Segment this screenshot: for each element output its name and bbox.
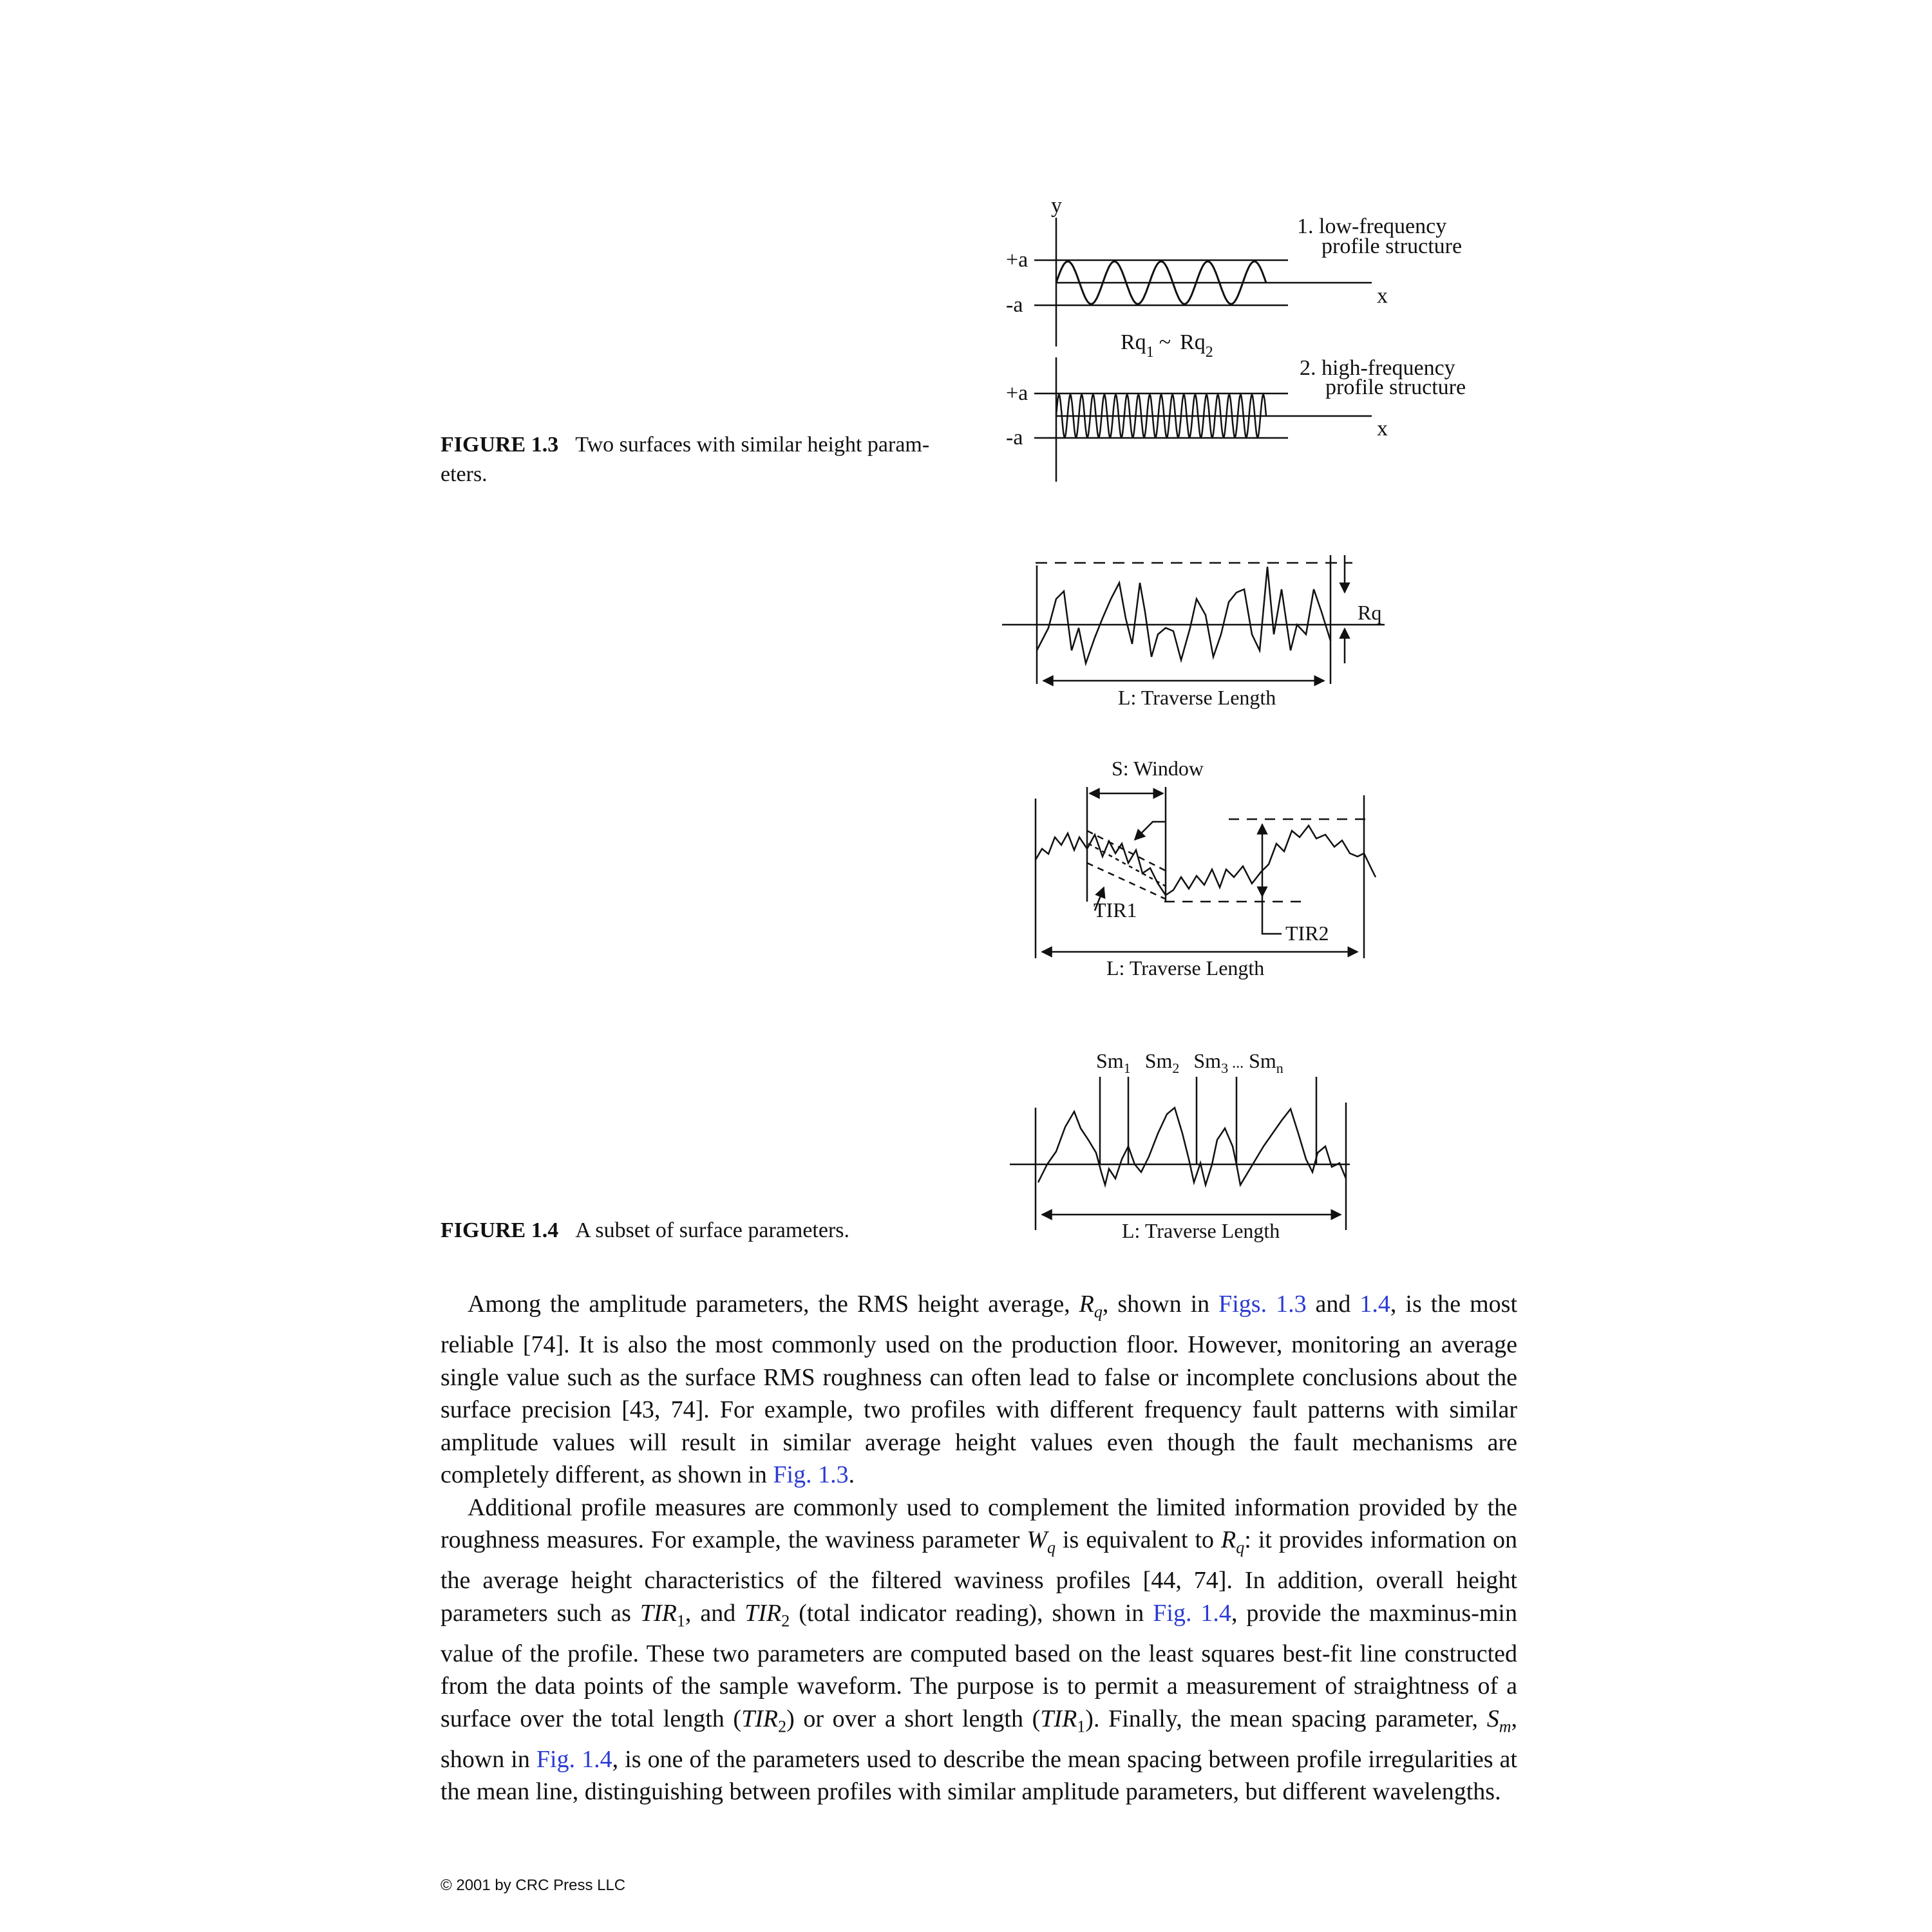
plus-a-label-1: +a — [1006, 248, 1028, 272]
figure-1-4-label: FIGURE 1.4 — [440, 1218, 559, 1242]
text-run: (total indicator reading), shown in — [790, 1599, 1153, 1627]
smn-sub: n — [1276, 1060, 1283, 1076]
text-run: ). Finally, the mean spacing parameter, — [1085, 1705, 1487, 1732]
rq-relation — [1121, 330, 1213, 361]
copyright-footer: © 2001 by CRC Press LLC — [440, 1877, 626, 1894]
tir2-label: TIR2 — [1285, 922, 1329, 945]
rq1-sub: 1 — [1146, 344, 1154, 361]
minus-a-label-1: -a — [1006, 293, 1023, 317]
text-run: , provide the maxminus-min value of the profile. These two parameters are computed based on the least squares best-fit line constructed from the data points of the sample waveform. The purpose is to permit a measurement of straightness of a surface over the total length ( — [440, 1599, 1517, 1732]
text-run: R — [1221, 1526, 1236, 1554]
text-run: is equivalent to — [1055, 1526, 1221, 1554]
subscript: 1 — [1077, 1717, 1086, 1736]
traverse-length-label-2: L: Traverse Length — [1106, 956, 1265, 980]
label-low-frequency-2: profile structure — [1321, 234, 1463, 258]
sm3-sub: 3 — [1221, 1060, 1229, 1076]
subscript: m — [1499, 1717, 1511, 1736]
smn-label: Sm — [1249, 1049, 1276, 1072]
body-text — [440, 1288, 1517, 1808]
label-high-frequency: 2. high-frequency — [1300, 356, 1455, 380]
sm3-label: Sm — [1193, 1049, 1222, 1072]
text-run: and — [1306, 1291, 1360, 1318]
rq2: Rq — [1180, 330, 1206, 354]
text-run: W — [1027, 1526, 1047, 1554]
text-run: , and — [685, 1599, 745, 1627]
text-run: : it provides information on the average height characteristics of the filtered waviness profiles [44, 74]. In addition, overall height parameters such as — [440, 1526, 1517, 1627]
text-run: TIR — [639, 1599, 677, 1627]
tir1-fit-upper — [1087, 831, 1166, 871]
figure-reference-link[interactable]: Fig. 1.4 — [1153, 1599, 1231, 1627]
sm-profile-curve — [1038, 1108, 1346, 1185]
subscript: 2 — [781, 1611, 790, 1631]
figure-1-3-label: FIGURE 1.3 — [440, 433, 559, 457]
text-run: , is one of the parameters used to describe the mean spacing between profile irregularities at the mean line, distinguishing between profiles with similar amplitude parameters, but different wavelengths. — [440, 1745, 1517, 1806]
figure-1-4-caption-text: A subset of surface parameters. — [575, 1218, 850, 1242]
paragraph-2 — [440, 1492, 1517, 1808]
subscript: q — [1094, 1302, 1103, 1321]
text-run: S — [1486, 1705, 1499, 1732]
subscript: 2 — [778, 1717, 787, 1736]
figure-reference-link[interactable]: Fig. 1.4 — [536, 1745, 612, 1773]
text-run: Among the amplitude parameters, the RMS height average, — [468, 1291, 1079, 1318]
text-run: . — [848, 1461, 855, 1489]
tir1-label: TIR1 — [1094, 898, 1137, 922]
sm2-label: Sm — [1144, 1049, 1173, 1072]
text-run: , shown in — [440, 1705, 1517, 1773]
traverse-length-label-3: L: Traverse Length — [1122, 1219, 1280, 1242]
figure-1-4-sm-panel — [1010, 1077, 1350, 1230]
y-axis-label: y — [1051, 194, 1062, 218]
figure-reference-link[interactable]: 1.4 — [1359, 1291, 1390, 1318]
label-low-frequency: 1. low-frequency — [1297, 214, 1447, 238]
x-axis-label-1: x — [1377, 284, 1388, 308]
rq-tilde: ~ — [1159, 330, 1171, 354]
subscript: q — [1236, 1538, 1245, 1557]
figure-1-3-caption — [440, 430, 969, 489]
sm2-sub: 2 — [1172, 1060, 1180, 1076]
text-run: Additional profile measures are commonly used to complement the limited information provided by the roughness measures. For example, the waviness parameter — [440, 1493, 1517, 1554]
rq-profile-curve — [1037, 567, 1331, 663]
rq2-sub: 2 — [1205, 344, 1213, 361]
text-run: ) or over a short length ( — [786, 1705, 1041, 1732]
rq-label: Rq — [1358, 601, 1382, 624]
paragraph-1 — [440, 1288, 1517, 1492]
text-run: , shown in — [1102, 1291, 1219, 1318]
subscript: 1 — [676, 1611, 685, 1631]
sm1-sub: 1 — [1123, 1060, 1131, 1076]
plus-a-label-2: +a — [1006, 381, 1028, 405]
tir1-upper-pointer — [1135, 822, 1166, 840]
figure-reference-link[interactable]: Fig. 1.3 — [773, 1461, 849, 1489]
figure-reference-link[interactable]: Figs. 1.3 — [1218, 1291, 1307, 1318]
minus-a-label-2: -a — [1006, 426, 1023, 450]
traverse-length-label-1: L: Traverse Length — [1118, 686, 1276, 709]
text-run: TIR — [741, 1705, 779, 1732]
text-run: TIR — [744, 1599, 782, 1627]
x-axis-label-2: x — [1377, 417, 1388, 440]
rq1: Rq — [1121, 330, 1146, 354]
tir1-fit-lower — [1087, 863, 1166, 899]
label-high-frequency-2: profile structure — [1325, 375, 1466, 399]
figure-1-4-caption — [440, 1216, 969, 1245]
figure-1-3-caption-text: Two surfaces with similar height param-eters. — [440, 433, 930, 486]
sm-labels — [1096, 1049, 1283, 1076]
sm-dots: ... — [1232, 1055, 1244, 1072]
text-run: , is the most reliable [74]. It is also the most commonly used on the production floor. However, monitoring an average single value such as the surface RMS roughness can often lead to false or incomplete conclusions about the surface precision [43, 74]. For example, two profiles with different frequency fault patterns with similar amplitude values will result in similar average height values even though the fault mechanisms are completely different, as shown in — [440, 1291, 1518, 1489]
text-run: TIR — [1040, 1705, 1077, 1732]
figure-1-4-rq-panel — [1002, 555, 1385, 684]
text-run: R — [1079, 1291, 1094, 1318]
subscript: q — [1046, 1538, 1056, 1557]
sm1-label: Sm — [1096, 1049, 1124, 1072]
window-label: S: Window — [1112, 757, 1204, 780]
